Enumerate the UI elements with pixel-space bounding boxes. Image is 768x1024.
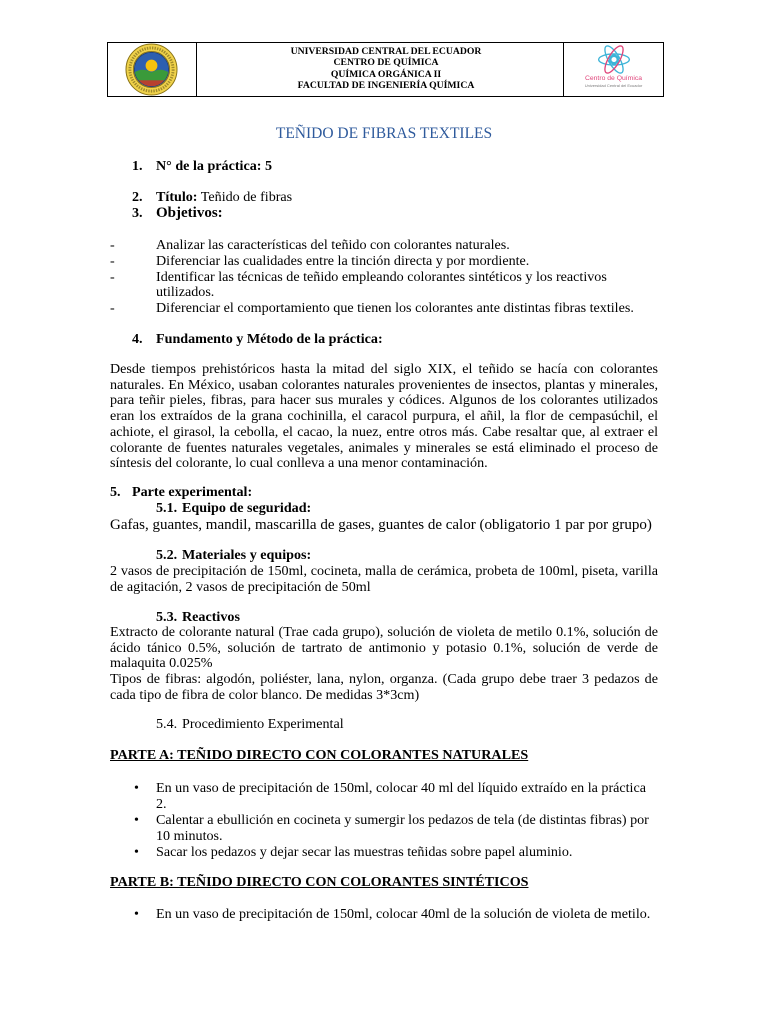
header-institution: UNIVERSIDAD CENTRAL DEL ECUADOR bbox=[290, 46, 482, 57]
step-text: En un vaso de precipitación de 150ml, colocar 40 ml del líquido extraído en la práctica 2. bbox=[156, 780, 646, 812]
bullet-marker: • bbox=[134, 780, 139, 796]
dash-marker: - bbox=[110, 300, 115, 316]
header-center: CENTRO DE QUÍMICA bbox=[333, 57, 439, 69]
bullet-marker: • bbox=[134, 812, 139, 828]
header-faculty: FACULTAD DE INGENIERÍA QUÍMICA bbox=[297, 79, 475, 91]
materials-heading bbox=[156, 548, 311, 564]
objectives-list bbox=[110, 238, 655, 317]
dash-marker: - bbox=[110, 252, 115, 269]
header-course: QUÍMICA ORGÁNICA II bbox=[330, 68, 442, 80]
list-item bbox=[110, 252, 655, 270]
list-item bbox=[134, 844, 655, 860]
foundation-heading-text: Fundamento y Método de la práctica: bbox=[156, 331, 383, 347]
list-item bbox=[110, 237, 655, 254]
safety-heading bbox=[156, 501, 311, 517]
list-item bbox=[134, 906, 655, 922]
foundation-heading bbox=[132, 332, 383, 348]
practice-title-value: Teñido de fibras bbox=[200, 189, 293, 205]
step-text: Calentar a ebullición en cocineta y sumergir los pedazos de tela (de distintas fibras) por 10 minutos. bbox=[156, 812, 649, 844]
list-item bbox=[134, 812, 655, 844]
page-title: TEÑIDO DE FIBRAS TEXTILES bbox=[275, 125, 493, 142]
logo-subtitle: Universidad Central del Ecuador bbox=[584, 83, 643, 88]
part-b-steps bbox=[110, 906, 655, 922]
objective-text: Identificar las técnicas de teñido empleando colorantes sintéticos y los reactivos utilizados. bbox=[156, 268, 607, 301]
safety-heading-text: Equipo de seguridad: bbox=[182, 500, 312, 516]
foundation-paragraph: Desde tiempos prehistóricos hasta la mitad del siglo XIX, el teñido se hacía con colorantes naturales. En México, usaban colorantes naturales provenientes de insectos, plantas y minerales, para teñir pieles, fibras, para hacer sus murales y códices. Algunos de los colorantes utilizados eran los extraídos de la grana cochinilla, el caracol purpura, el añil, la flor de cempasúchil, el achiote, el girasol, la cebolla, el cacao, la nuez, entre otros más. Cabe resaltar que, al extraer el colorante de fuentes naturales vegetales, animales y minerales se está eliminado el proceso de síntesis del colorante, lo cual conlleva a una menor contaminación. bbox=[110, 361, 658, 472]
subsection-number: 5.2. bbox=[156, 547, 178, 563]
objectives-heading bbox=[132, 206, 223, 222]
practice-number-label: N° de la práctica: 5 bbox=[156, 158, 273, 174]
item-number: 5. bbox=[110, 484, 121, 500]
item-number: 3. bbox=[132, 205, 143, 221]
university-seal-icon bbox=[125, 43, 178, 96]
part-b-heading: PARTE B: TEÑIDO DIRECTO CON COLORANTES SINTÉTICOS bbox=[110, 874, 529, 890]
bullet-marker: • bbox=[134, 906, 139, 922]
reagents-text: Extracto de colorante natural (Trae cada grupo), solución de violeta de metilo 0.1%, solución de ácido tánico 0.5%, solución de tartrato de antimonio y potasio 0.1%, solución de verde de malaquita 0.025% bbox=[110, 624, 658, 672]
safety-text: Gafas, guantes, mandil, mascarilla de gases, guantes de calor (obligatorio 1 par por grupo) bbox=[110, 517, 652, 533]
objective-text: Diferenciar las cualidades entre la tinción directa y por mordiente. bbox=[156, 252, 530, 269]
subsection-number: 5.3. bbox=[156, 609, 178, 625]
item-number: 4. bbox=[132, 331, 143, 347]
list-item bbox=[134, 780, 655, 812]
header-right-logo-cell bbox=[563, 43, 663, 96]
procedure-heading bbox=[156, 717, 344, 733]
item-number: 2. bbox=[132, 189, 143, 205]
item-number: 1. bbox=[132, 158, 143, 174]
objectives-heading-text: Objetivos: bbox=[156, 205, 223, 221]
procedure-heading-text: Procedimiento Experimental bbox=[182, 716, 344, 732]
objective-text: Diferenciar el comportamiento que tienen los colorantes ante distintas fibras textiles. bbox=[156, 300, 634, 316]
fibers-text: Tipos de fibras: algodón, poliéster, lana, nylon, organza. (Cada grupo debe traer 3 pedazos de cada tipo de fibra de color blanco. De medidas 3*3cm) bbox=[110, 671, 658, 703]
experimental-heading-text: Parte experimental: bbox=[132, 484, 253, 500]
experimental-heading bbox=[110, 485, 252, 501]
subsection-number: 5.1. bbox=[156, 500, 178, 516]
subsection-number: 5.4. bbox=[156, 716, 178, 732]
step-text: En un vaso de precipitación de 150ml, colocar 40ml de la solución de violeta de metilo. bbox=[156, 906, 651, 922]
materials-heading-text: Materiales y equipos: bbox=[182, 547, 312, 563]
list-item bbox=[110, 300, 655, 317]
logo-name: Centro de Química bbox=[584, 75, 643, 82]
reagents-heading-text: Reactivos bbox=[182, 609, 240, 625]
practice-title-item bbox=[132, 190, 292, 206]
materials-text: 2 vasos de precipitación de 150ml, cocineta, malla de cerámica, probeta de 100ml, piseta, varilla de agitación, 2 vasos de precipitación de 50ml bbox=[110, 563, 658, 595]
practice-number-item bbox=[132, 159, 272, 175]
objective-text: Analizar las características del teñido con colorantes naturales. bbox=[156, 237, 510, 253]
header-title-cell bbox=[196, 43, 563, 96]
dash-marker: - bbox=[110, 268, 115, 285]
header-table bbox=[107, 42, 664, 97]
bullet-marker: • bbox=[134, 844, 139, 860]
part-a-heading: PARTE A: TEÑIDO DIRECTO CON COLORANTES NATURALES bbox=[110, 747, 529, 763]
practice-title-label: Título: bbox=[156, 189, 198, 205]
step-text: Sacar los pedazos y dejar secar las muestras teñidas sobre papel aluminio. bbox=[156, 844, 573, 860]
list-item bbox=[110, 268, 655, 302]
dash-marker: - bbox=[110, 237, 115, 253]
header-left-logo-cell bbox=[108, 43, 196, 96]
part-a-steps bbox=[110, 780, 655, 860]
atom-icon bbox=[594, 45, 634, 74]
